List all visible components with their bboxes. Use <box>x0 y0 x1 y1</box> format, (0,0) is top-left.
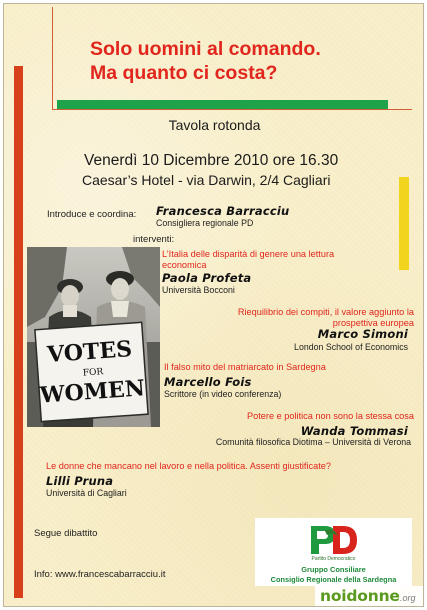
speaker-4-topic: Potere e politica non sono la stessa cosa <box>246 411 414 421</box>
sign-text-votes: VOTES <box>46 336 133 368</box>
speaker-1-name: Paola Profeta <box>162 271 252 285</box>
watermark-domain: .org <box>400 593 416 603</box>
event-venue: Caesar’s Hotel - via Darwin, 2/4 Cagliari <box>82 172 331 188</box>
moderator-role: Consigliera regionale PD <box>156 218 254 228</box>
event-date: Venerdì 10 Dicembre 2010 ore 16.30 <box>84 152 339 169</box>
suffragette-photo <box>27 247 160 427</box>
speaker-5-name: Lilli Pruna <box>46 474 114 488</box>
council-group-line-2: Consiglio Regionale della Sardegna <box>270 575 397 584</box>
pd-logo-block <box>255 518 412 586</box>
speaker-1-topic: L’Italia delle disparità di genere una lettura economica <box>162 249 335 270</box>
watermark-text: noidonne <box>320 587 400 605</box>
speaker-2-name: Marco Simoni <box>317 327 408 341</box>
poster-title <box>90 37 410 85</box>
speaker-4-name: Wanda Tommasi <box>300 424 408 438</box>
sign-text-women: WOMEN <box>39 375 146 409</box>
speakers-label: interventi: <box>133 234 175 245</box>
sign-text-for: FOR <box>82 367 104 379</box>
speaker-3-topic: Il falso mito del matriarcato in Sardegna <box>164 362 326 372</box>
event-type: Tavola rotonda <box>168 117 261 133</box>
moderator-name: Francesca Barracciu <box>156 204 290 218</box>
pd-logo-icon <box>305 522 361 558</box>
intro-label: Introduce e coordina: <box>47 209 137 220</box>
debate-note: Segue dibattito <box>34 528 98 539</box>
green-horizontal-bar <box>57 100 388 109</box>
info-website: Info: www.francescabarracciu.it <box>34 569 166 580</box>
speaker-5-topic: Le donne che mancano nel lavoro e nella politica. Assenti giustificate? <box>46 461 331 471</box>
speaker-5-affiliation: Università di Cagliari <box>46 488 127 498</box>
title-line-2: Ma quanto ci costa? <box>90 62 278 84</box>
speaker-3-affiliation: Scrittore (in video conferenza) <box>164 389 282 399</box>
council-group-line-1: Gruppo Consiliare <box>301 565 366 574</box>
title-line-1: Solo uomini al comando. <box>90 38 321 60</box>
party-name: Partito Democratico <box>311 556 356 562</box>
speaker-4-affiliation: Comunità filosofica Diotima – Università di Verona <box>215 437 411 447</box>
site-watermark <box>315 586 424 607</box>
event-poster <box>3 3 424 607</box>
speaker-3-name: Marcello Fois <box>164 375 252 389</box>
speaker-1-affiliation: Università Bocconi <box>162 285 235 295</box>
speaker-2-affiliation: London School of Economics <box>294 342 408 352</box>
red-vertical-bar <box>14 66 23 598</box>
yellow-vertical-bar <box>399 177 409 270</box>
speaker-2-topic: Riequilibrio dei compiti, il valore aggiunto la prospettiva europea <box>237 307 414 328</box>
